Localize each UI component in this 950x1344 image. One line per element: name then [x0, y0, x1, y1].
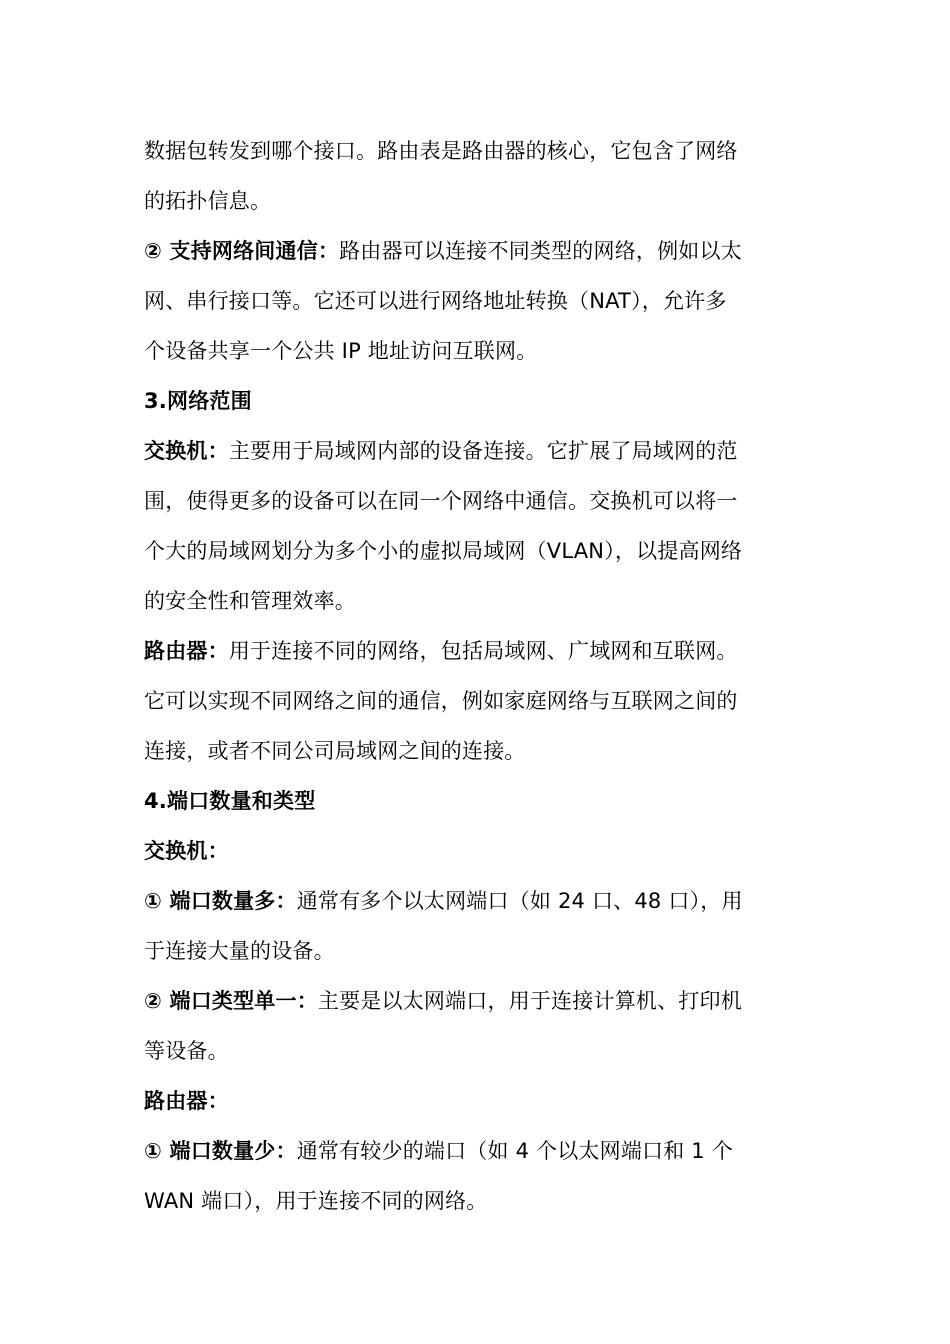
line-text: 主要用于局域网内部的设备连接。它扩展了局域网的范	[228, 439, 738, 463]
line-text: 的安全性和管理效率。	[144, 589, 356, 613]
line-bold-lead: ② 支持网络间通信：	[144, 239, 340, 263]
text-line	[144, 276, 808, 326]
line-bold-lead: ① 端口数量少：	[144, 1139, 297, 1163]
text-line	[144, 676, 808, 726]
text-line	[144, 426, 808, 476]
line-bold-lead: 交换机：	[144, 839, 229, 863]
line-bold-lead: 路由器：	[144, 1089, 229, 1113]
text-line	[144, 976, 808, 1026]
text-line	[144, 1126, 808, 1176]
line-bold-lead: 路由器：	[144, 639, 229, 663]
text-line	[144, 126, 808, 176]
text-line	[144, 726, 808, 776]
line-bold-lead: 交换机：	[144, 439, 229, 463]
text-line	[144, 476, 808, 526]
text-line	[144, 526, 808, 576]
line-text: 网、串行接口等。它还可以进行网络地址转换（NAT），允许多	[144, 289, 727, 313]
text-line	[144, 626, 808, 676]
text-line	[144, 326, 808, 376]
line-text: 通常有多个以太网端口（如 24 口、48 口），用	[296, 889, 743, 913]
line-bold-lead: 4.端口数量和类型	[144, 789, 316, 813]
subheading	[144, 1076, 808, 1126]
text-line	[144, 876, 808, 926]
section-heading	[144, 776, 808, 826]
line-text: 连接，或者不同公司局域网之间的连接。	[144, 739, 526, 763]
subheading	[144, 826, 808, 876]
line-text: 于连接大量的设备。	[144, 939, 335, 963]
line-text: 等设备。	[144, 1039, 229, 1063]
line-text: 用于连接不同的网络，包括局域网、广域网和互联网。	[228, 639, 738, 663]
text-line	[144, 926, 808, 976]
line-text: 数据包转发到哪个接口。路由表是路由器的核心，它包含了网络	[144, 139, 738, 163]
line-text: 主要是以太网端口，用于连接计算机、打印机	[317, 989, 742, 1013]
line-text: WAN 端口），用于连接不同的网络。	[144, 1189, 488, 1213]
line-bold-lead: 3.网络范围	[144, 389, 252, 413]
text-line	[144, 226, 808, 276]
line-bold-lead: ② 端口类型单一：	[144, 989, 318, 1013]
text-line	[144, 1026, 808, 1076]
line-bold-lead: ① 端口数量多：	[144, 889, 297, 913]
text-line	[144, 576, 808, 626]
line-text: 它可以实现不同网络之间的通信，例如家庭网络与互联网之间的	[144, 689, 738, 713]
line-text: 个设备共享一个公共 IP 地址访问互联网。	[144, 339, 538, 363]
line-text: 个大的局域网划分为多个小的虚拟局域网（VLAN），以提高网络	[144, 539, 743, 563]
section-heading	[144, 376, 808, 426]
line-text: 通常有较少的端口（如 4 个以太网端口和 1 个	[296, 1139, 733, 1163]
line-text: 路由器可以连接不同类型的网络，例如以太	[339, 239, 742, 263]
text-line	[144, 176, 808, 226]
line-text: 的拓扑信息。	[144, 189, 272, 213]
line-text: 围，使得更多的设备可以在同一个网络中通信。交换机可以将一	[144, 489, 738, 513]
document-body	[144, 126, 808, 1226]
text-line	[144, 1176, 808, 1226]
